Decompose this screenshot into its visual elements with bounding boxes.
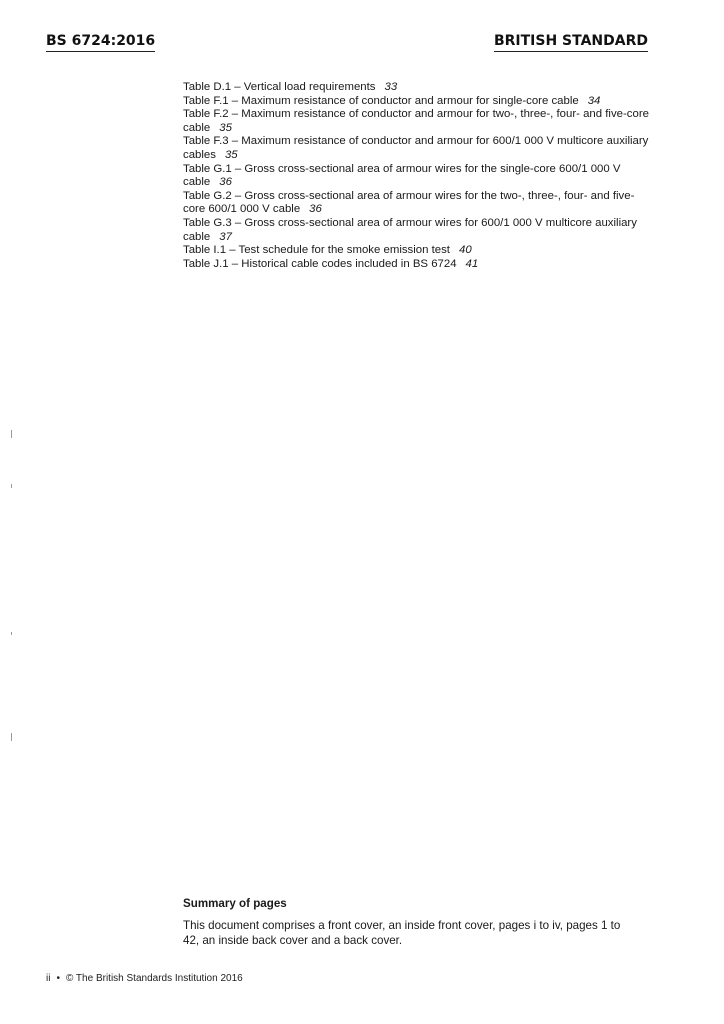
toc-entry-page: 41 bbox=[465, 257, 479, 270]
page-number: ii bbox=[46, 973, 51, 984]
margin-mark bbox=[11, 484, 12, 488]
toc-entry-page: 40 bbox=[458, 244, 472, 257]
toc-entry[interactable] bbox=[183, 258, 653, 272]
toc-entry-text: Table F.1 – Maximum resistance of conductor and armour for single-core cable bbox=[183, 94, 579, 107]
toc-entry-text: Table G.2 – Gross cross-sectional area of armour wires for the two-, three-, four- and five-core 600/1 000 V cable bbox=[183, 189, 635, 216]
toc-entry-page: 35 bbox=[219, 121, 232, 134]
toc-entry[interactable] bbox=[183, 108, 653, 135]
table-list bbox=[183, 81, 653, 271]
toc-entry[interactable] bbox=[183, 190, 653, 217]
toc-entry-page: 34 bbox=[587, 94, 601, 107]
footer-bullet: • bbox=[56, 973, 60, 984]
toc-entry[interactable] bbox=[183, 95, 653, 109]
toc-entry-page: 35 bbox=[224, 148, 238, 161]
toc-entry[interactable] bbox=[183, 244, 653, 258]
toc-entry-text: Table F.3 – Maximum resistance of conductor and armour for 600/1 000 V multicore auxiliary cables bbox=[183, 135, 649, 161]
toc-entry-text: Table F.2 – Maximum resistance of conductor and armour for two-, three-, four- and five-core cable bbox=[183, 108, 649, 134]
summary-text: This document comprises a front cover, an inside front cover, pages i to iv, pages 1 to 42, an inside back cover and a back cover. bbox=[183, 919, 621, 947]
toc-entry-text: Table D.1 – Vertical load requirements bbox=[183, 81, 376, 93]
toc-entry[interactable] bbox=[183, 81, 653, 95]
summary-heading: Summary of pages bbox=[183, 897, 287, 910]
page-footer bbox=[46, 973, 243, 984]
toc-entry-page: 37 bbox=[219, 230, 232, 243]
document-number: BS 6724:2016 bbox=[46, 33, 155, 52]
toc-entry-page: 36 bbox=[309, 203, 322, 216]
toc-entry[interactable] bbox=[183, 135, 653, 162]
publisher-heading: BRITISH STANDARD bbox=[494, 33, 648, 52]
margin-mark bbox=[11, 430, 12, 438]
toc-entry-text: Table G.1 – Gross cross-sectional area of armour wires for the single-core 600/1 000 V cable bbox=[183, 162, 621, 189]
toc-entry-page: 36 bbox=[219, 176, 232, 189]
toc-entry-text: Table G.3 – Gross cross-sectional area of armour wires for 600/1 000 V multicore auxiliary cable bbox=[183, 216, 637, 243]
margin-mark bbox=[11, 733, 12, 741]
toc-entry-text: Table I.1 – Test schedule for the smoke emission test bbox=[183, 244, 450, 257]
margin-mark bbox=[11, 632, 12, 635]
toc-entry-page: 33 bbox=[384, 81, 398, 93]
toc-entry-text: Table J.1 – Historical cable codes included in BS 6724 bbox=[183, 257, 457, 270]
toc-entry[interactable] bbox=[183, 163, 653, 190]
toc-entry[interactable] bbox=[183, 217, 653, 244]
copyright-notice: © The British Standards Institution 2016 bbox=[65, 973, 243, 984]
